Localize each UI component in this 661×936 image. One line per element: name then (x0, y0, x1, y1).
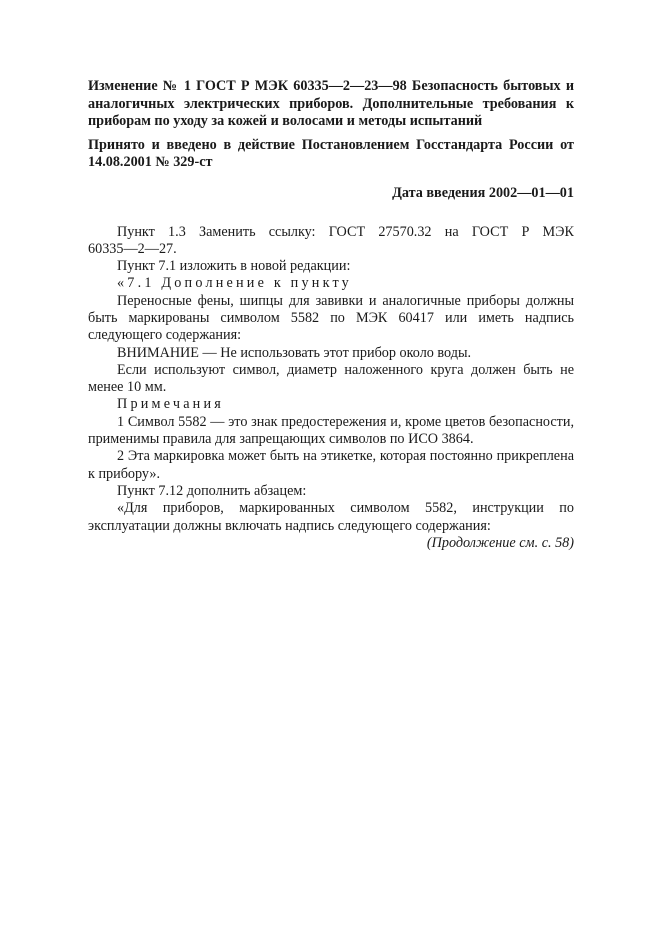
paragraph-4: Переносные фены, шипцы для завивки и аналогичные приборы должны быть маркированы символом 5582 по МЭК 60417 или иметь надпись следующего содержания: (88, 292, 574, 344)
adoption-note: Принято и введено в действие Постановлением Госстандарта России от 14.08.2001 № 329-ст (88, 136, 574, 170)
paragraph-1 (88, 224, 574, 241)
continuation-note: (Продолжение см. с. 58) (426, 534, 574, 551)
paragraph-3 (88, 275, 574, 292)
note-1: 1 Символ 5582 — это знак предостережения и, кроме цветов безопасности, применимы правила для запрещающих символов по ИСО 3864. (88, 413, 574, 448)
amendment-heading: «7.1 Дополнение к пункту (117, 275, 352, 292)
paragraph-6: Если используют символ, диаметр наложенного круга должен быть не менее 10 мм. (88, 361, 574, 396)
notes-heading-text: Примечания (117, 396, 224, 413)
effective-date: Дата введения 2002—01—01 (392, 184, 574, 201)
paragraph-1-cont: 60335—2—27. (88, 240, 177, 257)
document-page (88, 78, 574, 552)
paragraph-2: Пункт 7.1 изложить в новой редакции: (117, 258, 351, 275)
document-title: Изменение № 1 ГОСТ Р МЭК 60335—2—23—98 Безопасность бытовых и аналогичных электрических приборов. Дополнительные требования к приборам по уходу за кожей и волосами и методы испытаний (88, 78, 574, 129)
notes-heading (88, 396, 574, 413)
paragraph-10: Пункт 7.12 дополнить абзацем: (117, 482, 307, 499)
document-body (88, 224, 574, 553)
paragraph-1-line-1: Пункт 1.3 Заменить ссылку: ГОСТ 27570.32 на ГОСТ Р МЭК (117, 223, 574, 240)
note-2: 2 Эта маркировка может быть на этикетке, которая постоянно прикреплена к прибору». (88, 448, 574, 482)
paragraph-5: ВНИМАНИЕ — Не использовать этот прибор около воды. (117, 344, 472, 361)
paragraph-11: «Для приборов, маркированных символом 5582, инструкции по эксплуатации должны включать надпись следующего содержания: (88, 500, 574, 534)
